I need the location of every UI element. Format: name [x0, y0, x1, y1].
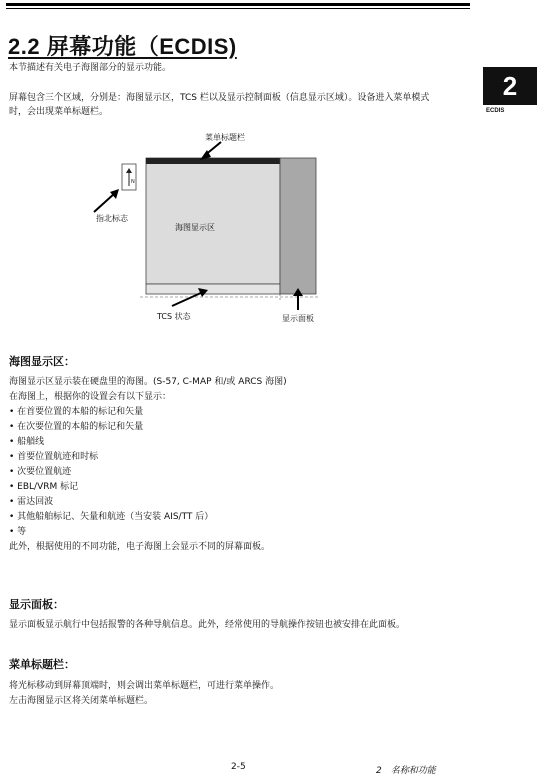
menu-title-bar — [146, 158, 280, 164]
list-item: • 次要位置航迹 — [9, 467, 72, 477]
display-panel — [280, 158, 316, 294]
header-rule-thin — [6, 8, 470, 9]
screen-layout-figure — [0, 120, 470, 330]
panel-text: 显示面板显示航行中包括报警的各种导航信息。此外，经常使用的导航操作按钮也被安排在此面板。 — [9, 620, 406, 630]
panel-label: 显示面板 — [282, 314, 314, 323]
north-glyph: N — [131, 179, 135, 185]
menu-bar-label: 菜单标题栏 — [205, 133, 245, 142]
menu-line2: 左击海图显示区将关闭菜单标题栏。 — [9, 696, 154, 706]
chapter-tab: 2 — [483, 67, 537, 105]
list-item: • 雷达回波 — [9, 497, 54, 507]
tcs-label: TCS 状态 — [157, 312, 191, 321]
menu-section-heading: 菜单标题栏： — [9, 658, 75, 671]
list-item: • 等 — [9, 527, 27, 537]
panel-section-heading: 显示面板： — [9, 598, 64, 611]
list-item: • 在次要位置的本船的标记和矢量 — [9, 422, 144, 432]
chart-line2: 在海图上，根据你的设置会有以下显示： — [9, 392, 172, 402]
chart-closing: 此外，根据使用的不同功能，电子海图上会显示不同的屏幕面板。 — [9, 542, 271, 552]
chapter-tab-label: ECDIS — [486, 108, 505, 114]
footer-chapter: 2 名称和功能 — [376, 766, 436, 776]
chart-display-area — [146, 158, 280, 284]
para1-line2: 时，会出现菜单标题栏。 — [9, 107, 109, 117]
list-item: • 首要位置航迹和时标 — [9, 452, 99, 462]
menu-line1: 将光标移动到屏幕顶端时，则会调出菜单标题栏，可进行菜单操作。 — [9, 681, 280, 691]
section-title: 2.2 屏幕功能（ECDIS) — [8, 34, 237, 59]
intro-text: 本节描述有关电子海图部分的显示功能。 — [9, 63, 172, 73]
page-number: 2-5 — [231, 762, 246, 772]
chart-line1: 海图显示区显示装在硬盘里的海图。(S-57, C-MAP 和/或 ARCS 海图) — [9, 377, 287, 387]
north-pointer-arrow — [94, 193, 115, 212]
list-item: • 船艏线 — [9, 437, 45, 447]
chart-section-heading: 海图显示区： — [9, 355, 75, 368]
list-item: • 在首要位置的本船的标记和矢量 — [9, 407, 144, 417]
para1-line1: 屏幕包含三个区域，分别是：海图显示区，TCS 栏以及显示控制面板（信息显示区域）。设备进入菜单模式 — [9, 93, 430, 103]
screen-diagram — [0, 120, 470, 330]
header-rule — [6, 3, 470, 6]
list-item: • 其他船舶标记、矢量和航迹（当安装 AIS/TT 后） — [9, 512, 214, 522]
chart-area-label: 海图显示区 — [175, 223, 215, 232]
list-item: • EBL/VRM 标记 — [9, 482, 79, 492]
north-label: 指北标志 — [96, 214, 128, 223]
tcs-status-bar — [146, 284, 280, 294]
feature-list — [9, 405, 213, 540]
